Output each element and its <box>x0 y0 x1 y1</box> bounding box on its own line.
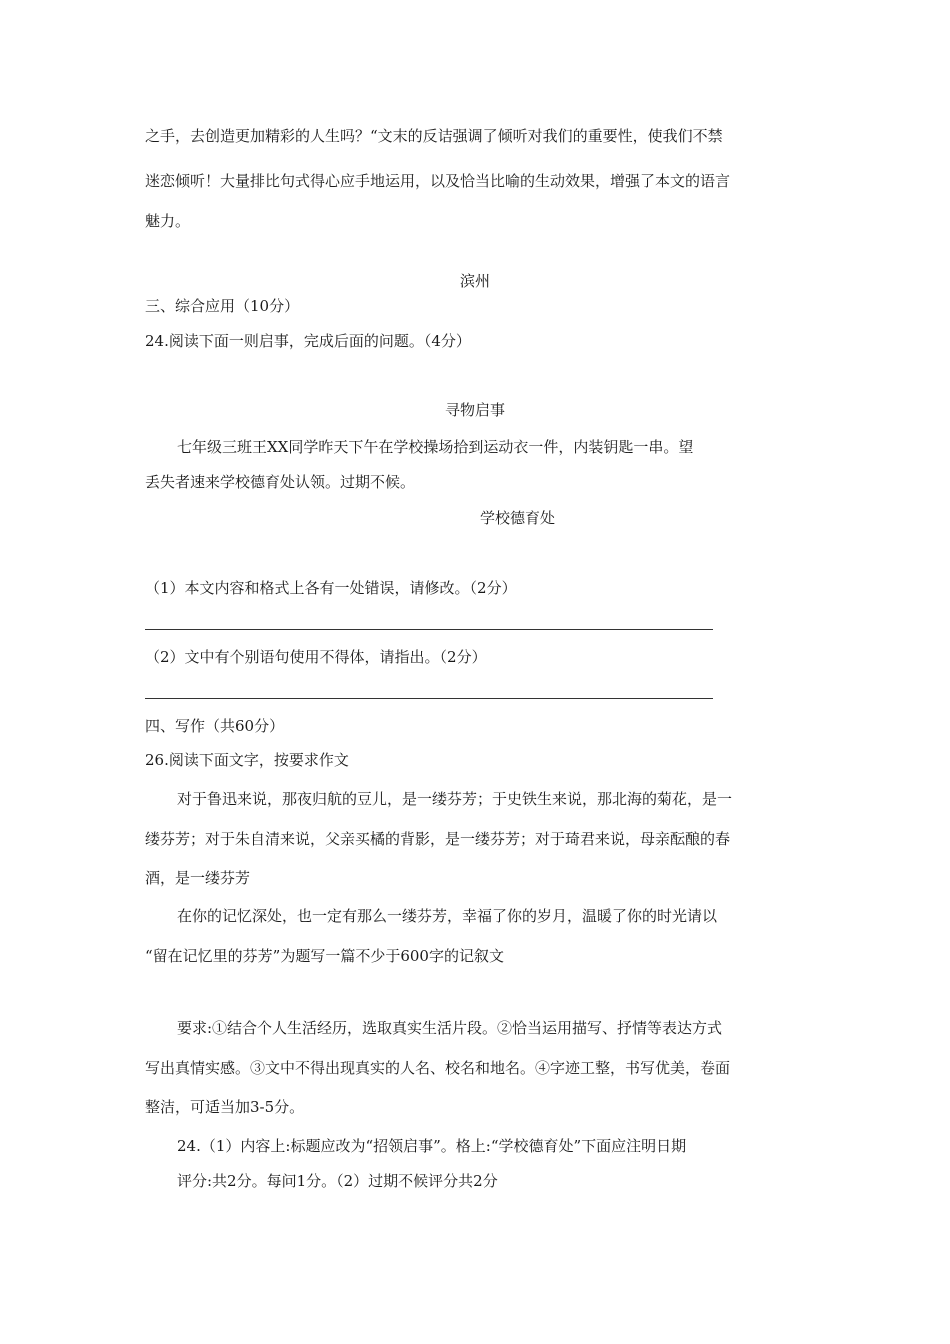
sub-question-1: （1）本文内容和格式上各有一处错误，请修改。（2分） <box>145 579 517 597</box>
requirements: 整洁，可适当加3-5分。 <box>145 1098 305 1116</box>
requirements: 要求:①结合个人生活经历，选取真实生活片段。②恰当运用描写、抒情等表达方式 <box>177 1019 723 1037</box>
prompt-paragraph: 缕芬芳；对于朱自清来说，父亲买橘的背影，是一缕芬芳；对于琦君来说，母亲酝酿的春 <box>145 830 731 848</box>
text-line: 之手，去创造更加精彩的人生吗？“文末的反诘强调了倾听对我们的重要性，使我们不禁 <box>145 127 723 145</box>
answer-line <box>145 629 713 630</box>
sub-question-2: （2）文中有个别语句使用不得体，请指出。（2分） <box>145 648 487 666</box>
answer-key: 评分:共2分。每问1分。（2）过期不候评分共2分 <box>177 1172 498 1190</box>
notice-body: 七年级三班王XX同学昨天下午在学校操场拾到运动衣一件，内装钥匙一串。望 <box>177 438 694 456</box>
prompt-paragraph: “留在记忆里的芬芳”为题写一篇不少于600字的记叙文 <box>145 947 504 965</box>
text-line: 魅力。 <box>145 212 191 230</box>
notice-title: 寻物启事 <box>444 401 505 419</box>
notice-body: 丢失者速来学校德育处认领。过期不候。 <box>145 473 416 491</box>
requirements: 写出真情实感。③文中不得出现真实的人名、校名和地名。④字迹工整，书写优美，卷面 <box>145 1059 731 1077</box>
answer-key: 24.（1）内容上:标题应改为“招领启事”。格上:“学校德育处”下面应注明日期 <box>177 1137 687 1155</box>
prompt-paragraph: 酒，是一缕芬芳 <box>145 869 251 887</box>
prompt-paragraph: 在你的记忆深处，也一定有那么一缕芬芳，幸福了你的岁月，温暖了你的时光请以 <box>177 907 718 925</box>
notice-signature: 学校德育处 <box>480 509 556 527</box>
text-line: 迷恋倾听！大量排比句式得心应手地运用，以及恰当比喻的生动效果，增强了本文的语言 <box>145 172 731 190</box>
prompt-paragraph: 对于鲁迅来说，那夜归航的豆儿，是一缕芬芳；于史铁生来说，那北海的菊花，是一 <box>177 790 733 808</box>
answer-line <box>145 698 713 699</box>
region-label: 滨州 <box>459 272 490 290</box>
section-heading: 四、写作（共60分） <box>145 717 285 735</box>
question-26: 26.阅读下面文字，按要求作文 <box>145 751 349 769</box>
question-24: 24.阅读下面一则启事，完成后面的问题。（4分） <box>145 332 471 350</box>
section-heading: 三、综合应用（10分） <box>145 297 300 315</box>
